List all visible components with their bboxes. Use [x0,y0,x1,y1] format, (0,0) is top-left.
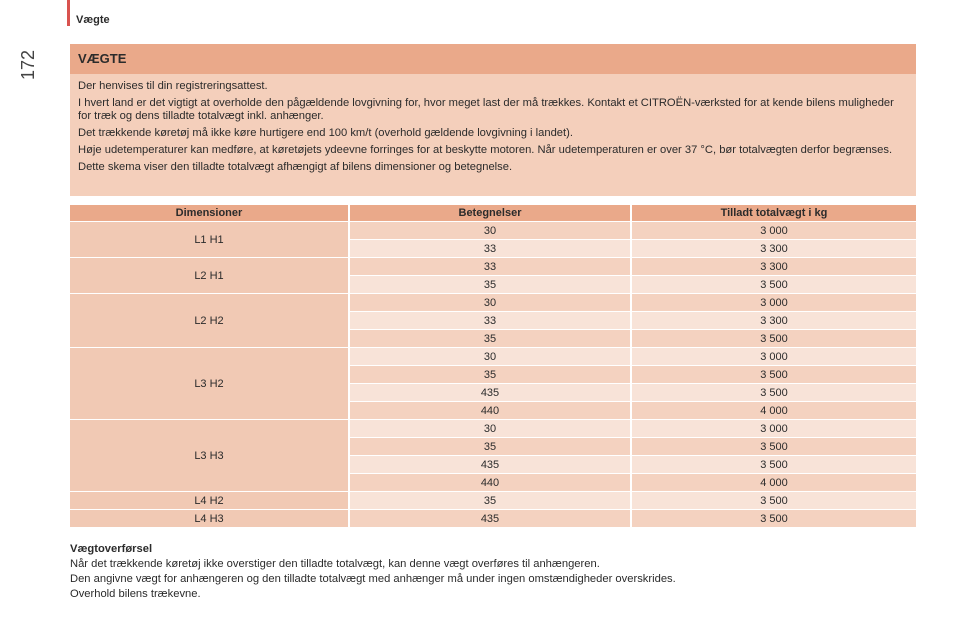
info-paragraph: Dette skema viser den tilladte totalvægt afhængigt af bilens dimensioner og betegnelse. [78,161,513,173]
weights-table [70,204,916,528]
weight-cell: 3 300 [632,312,916,329]
weight-cell: 3 000 [632,348,916,365]
weight-transfer-notes [70,542,930,602]
weight-cell: 3 500 [632,492,916,509]
designation-cell: 435 [350,510,632,527]
weight-cell: 3 500 [632,438,916,455]
designation-cell: 35 [350,492,632,509]
dimension-cell: L3 H2 [70,348,350,419]
dimension-cell: L4 H3 [70,510,350,527]
info-box-title: VÆGTE [70,44,916,74]
designation-cell: 435 [350,384,632,401]
table-row [70,510,916,527]
weight-cell: 4 000 [632,474,916,491]
info-paragraph: Høje udetemperaturer kan medføre, at køretøjets ydeevne forringes for at beskytte motoren. Når udetemperaturen er over 37 °C, bør totalvægten derfor begrænses. [78,144,893,156]
table-row [70,492,916,509]
table-row [70,258,916,275]
weight-cell: 3 300 [632,240,916,257]
dimension-cell: L2 H2 [70,294,350,347]
dimension-cell: L3 H3 [70,420,350,491]
notes-line: Den angivne vægt for anhængeren og den tilladte totalvægt med anhænger må under ingen omstændigheder overskrides. [70,573,676,585]
designation-cell: 33 [350,240,632,257]
designation-cell: 33 [350,312,632,329]
weight-cell: 3 000 [632,294,916,311]
designation-cell: 435 [350,456,632,473]
page-number: 172 [18,49,38,80]
designation-cell: 35 [350,330,632,347]
accent-bar [67,0,70,26]
info-paragraph: Der henvises til din registreringsattest. [78,80,268,92]
column-header-designations: Betegnelser [350,205,632,221]
table-row [70,294,916,311]
section-label: Vægte [76,14,110,26]
dimension-cell: L1 H1 [70,222,350,257]
designation-cell: 35 [350,366,632,383]
info-box [70,44,916,196]
designation-cell: 33 [350,258,632,275]
designation-cell: 35 [350,276,632,293]
notes-title: Vægtoverførsel [70,543,153,555]
designation-cell: 35 [350,438,632,455]
designation-cell: 440 [350,402,632,419]
table-row [70,348,916,365]
designation-cell: 30 [350,294,632,311]
notes-line: Når det trækkende køretøj ikke overstiger den tilladte totalvægt, kan denne vægt overføres til anhængeren. [70,558,600,570]
notes-line: Overhold bilens trækevne. [70,588,201,600]
weight-cell: 3 500 [632,276,916,293]
weight-cell: 3 300 [632,258,916,275]
column-header-weight: Tilladt totalvægt i kg [632,205,916,221]
weight-cell: 3 500 [632,384,916,401]
dimension-cell: L2 H1 [70,258,350,293]
table-header-row [70,205,916,221]
weight-cell: 4 000 [632,402,916,419]
dimension-cell: L4 H2 [70,492,350,509]
designation-cell: 30 [350,420,632,437]
designation-cell: 30 [350,222,632,239]
weight-cell: 3 500 [632,456,916,473]
weight-cell: 3 500 [632,330,916,347]
info-paragraph: I hvert land er det vigtigt at overholde den pågældende lovgivning for, hvor meget last der må trækkes. Kontakt et CITROËN-værksted for at kende bilens muligheder for træk og dens tilladte totalvægt inkl. anhænger. [78,97,894,122]
weight-cell: 3 000 [632,420,916,437]
table-body [70,222,916,527]
table-row [70,222,916,239]
designation-cell: 440 [350,474,632,491]
weight-cell: 3 500 [632,366,916,383]
weight-cell: 3 500 [632,510,916,527]
table-row [70,420,916,437]
column-header-dimensions: Dimensioner [70,205,350,221]
designation-cell: 30 [350,348,632,365]
weight-cell: 3 000 [632,222,916,239]
info-paragraph: Det trækkende køretøj må ikke køre hurtigere end 100 km/t (overhold gældende lovgivning i landet). [78,127,573,139]
info-box-body [70,74,916,174]
